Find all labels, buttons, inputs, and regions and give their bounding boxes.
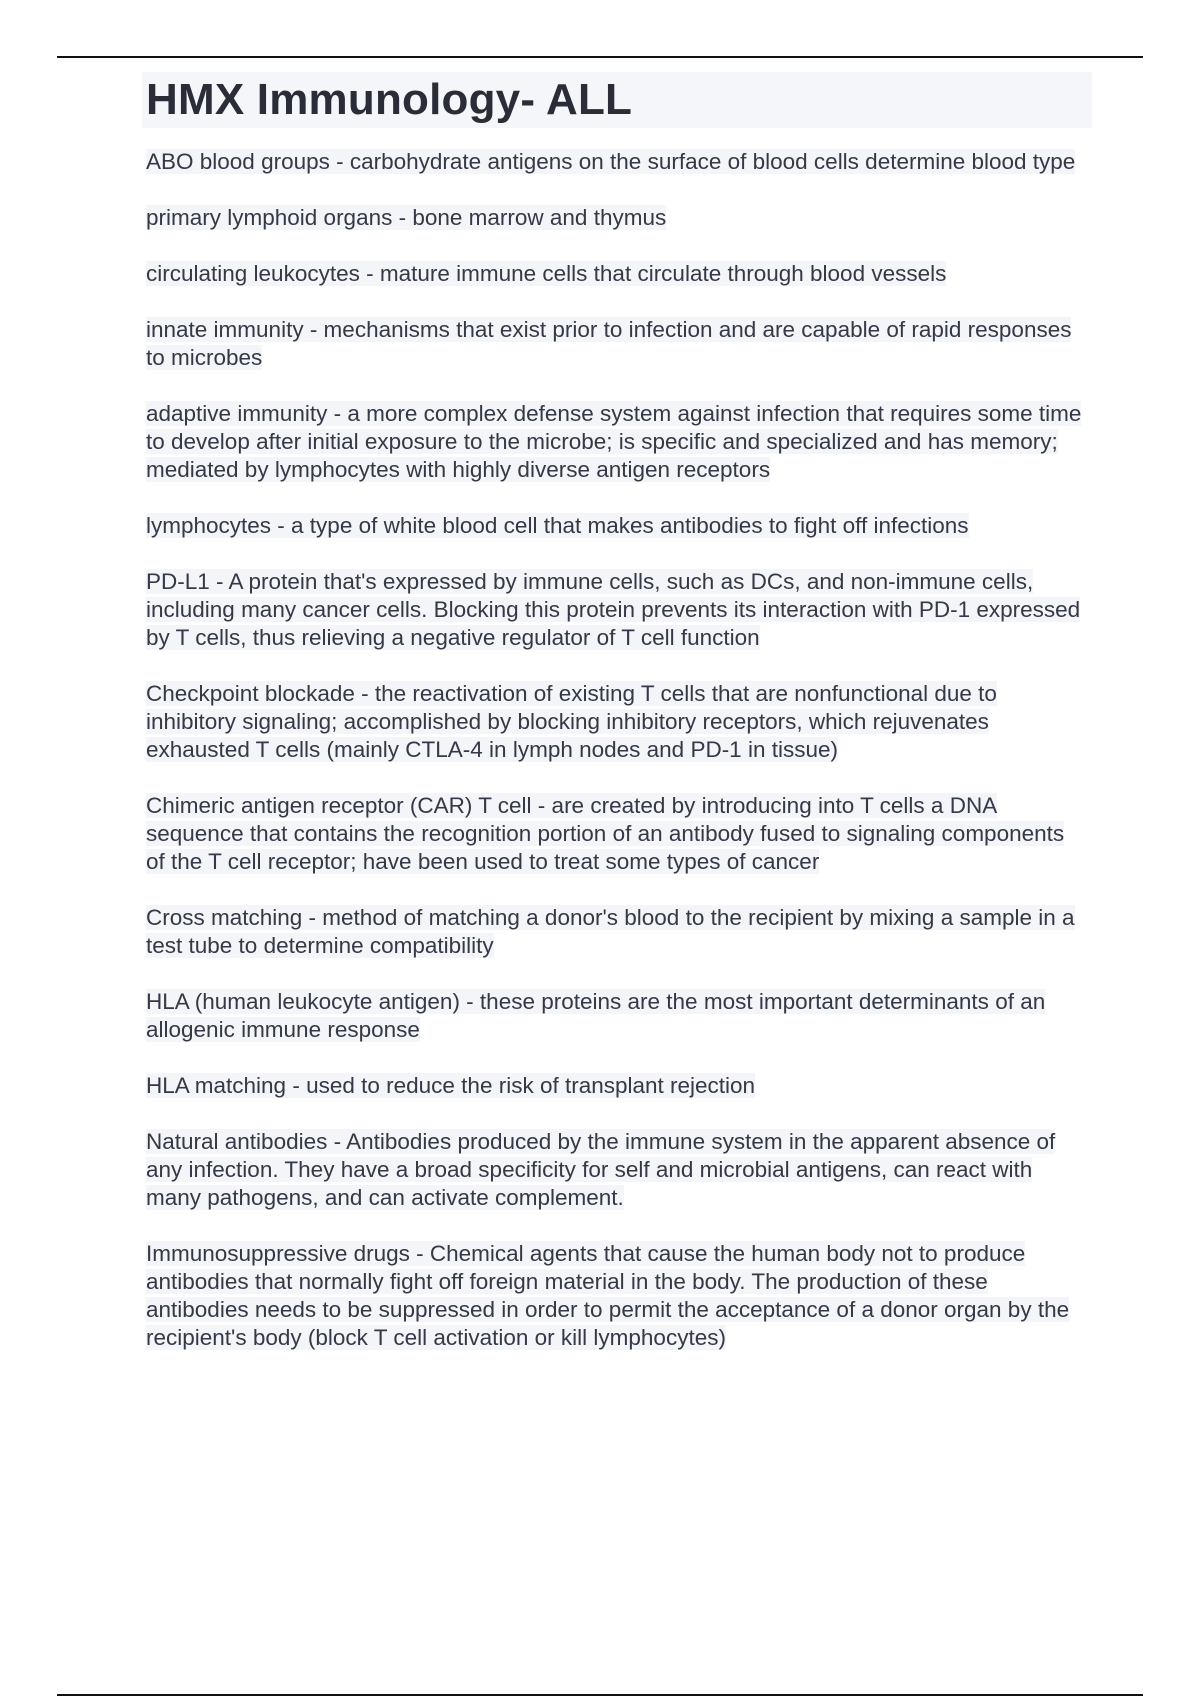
bottom-rule — [57, 1694, 1143, 1696]
flashcard-entry: HLA (human leukocyte antigen) - these proteins are the most important determinants of an allogenic immune response — [146, 989, 1046, 1042]
flashcard-entry: primary lymphoid organs - bone marrow and thymus — [146, 205, 667, 230]
top-rule — [57, 56, 1143, 58]
flashcard-entry: lymphocytes - a type of white blood cell that makes antibodies to fight off infections — [146, 513, 969, 538]
flashcard-entry: Chimeric antigen receptor (CAR) T cell - are created by introducing into T cells a DNA sequence that contains the recognition portion of an antibody fused to signaling components of the T cell receptor; have been used to treat some types of cancer — [146, 793, 1065, 874]
document-title: HMX Immunology- ALL — [142, 72, 1092, 128]
flashcard-entry: Cross matching - method of matching a donor's blood to the recipient by mixing a sample in a test tube to determine compatibility — [146, 905, 1075, 958]
flashcard-entry: PD-L1 - A protein that's expressed by immune cells, such as DCs, and non-immune cells, including many cancer cells. Blocking this protein prevents its interaction with PD-1 expressed by T cells, thus relieving a negative regulator of T cell function — [146, 569, 1081, 650]
flashcard-entry: innate immunity - mechanisms that exist prior to infection and are capable of rapid responses to microbes — [146, 317, 1072, 370]
flashcard-entry: Immunosuppressive drugs - Chemical agents that cause the human body not to produce antibodies that normally fight off foreign material in the body. The production of these antibodies needs to be suppressed in order to permit the acceptance of a donor organ by the recipient's body (block T cell activation or kill lymphocytes) — [146, 1241, 1070, 1350]
flashcard-list — [142, 148, 1092, 1352]
document-body — [142, 72, 1092, 1380]
flashcard-entry: Checkpoint blockade - the reactivation of existing T cells that are nonfunctional due to inhibitory signaling; accomplished by blocking inhibitory receptors, which rejuvenates exhausted T cells (mainly CTLA-4 in lymph nodes and PD-1 in tissue) — [146, 681, 997, 762]
flashcard-entry: Natural antibodies - Antibodies produced by the immune system in the apparent absence of any infection. They have a broad specificity for self and microbial antigens, can react with many pathogens, and can activate complement. — [146, 1129, 1056, 1210]
flashcard-entry: ABO blood groups - carbohydrate antigens on the surface of blood cells determine blood type — [146, 149, 1076, 174]
flashcard-entry: HLA matching - used to reduce the risk of transplant rejection — [146, 1073, 756, 1098]
flashcard-entry: circulating leukocytes - mature immune cells that circulate through blood vessels — [146, 261, 947, 286]
flashcard-entry: adaptive immunity - a more complex defense system against infection that requires some time to develop after initial exposure to the microbe; is specific and specialized and has memory; mediated by lymphocytes with highly diverse antigen receptors — [146, 401, 1082, 482]
